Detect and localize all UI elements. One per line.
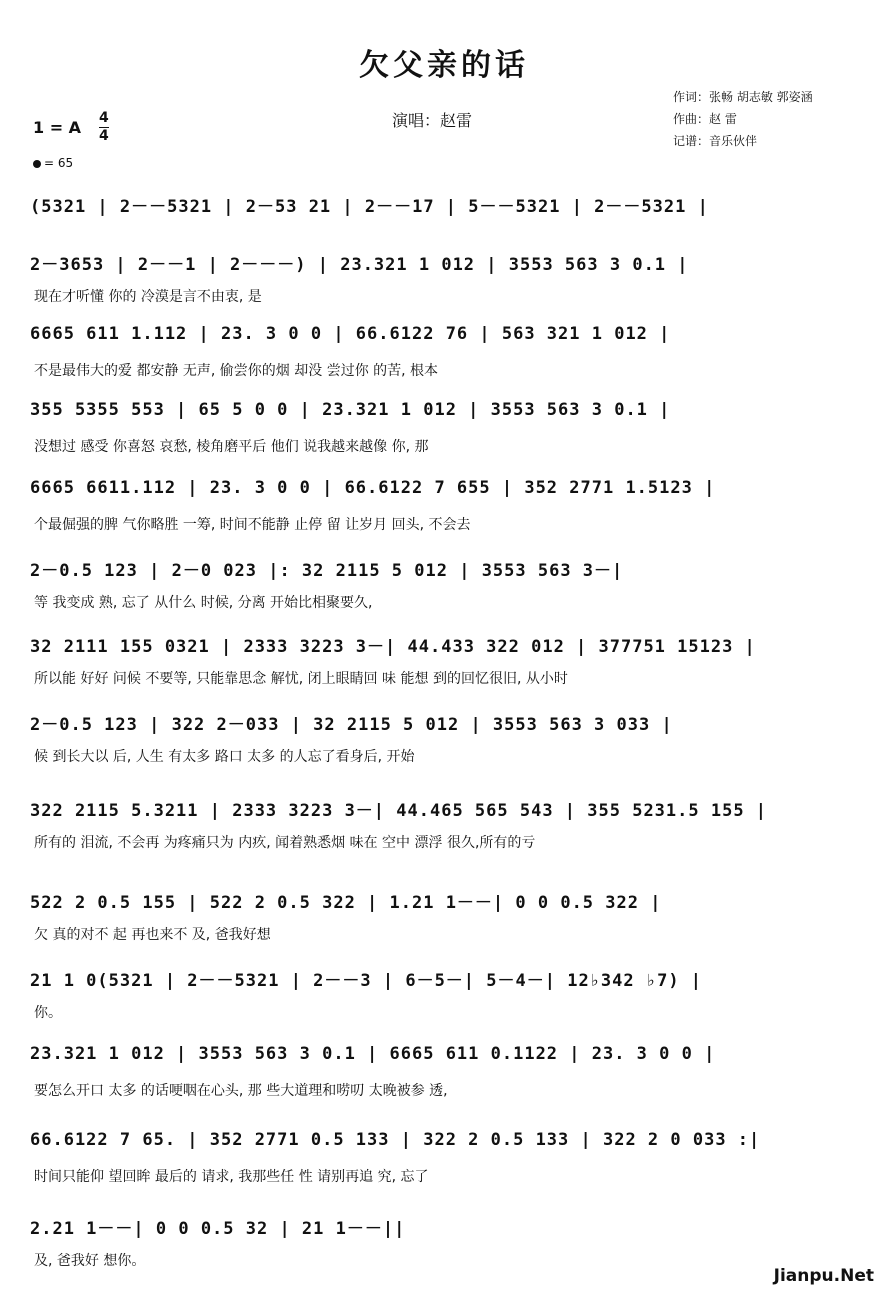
- score-system-7: [30, 632, 858, 688]
- score-system-13: [30, 1130, 858, 1186]
- score-system-14: [30, 1214, 858, 1270]
- score-notes: 6665 611 1.112 | 23. 3 0 0 | 66.6122 76 | 563 321 1 012 |: [30, 324, 671, 344]
- song-title: 欠父亲的话: [359, 48, 529, 83]
- score-lyrics: 要怎么开口 太多 的话哽咽在心头, 那 些大道理和唠叨 太晚被参 透,: [34, 1083, 448, 1099]
- score-notes: 2－0.5 123 | 2－0 023 |: 32 2115 5 012 | 3553 563 3－|: [30, 561, 624, 581]
- score-lyrics: 等 我变成 熟, 忘了 从什么 时候, 分离 开始比相聚要久,: [34, 595, 373, 611]
- score-system-3: [30, 324, 858, 380]
- score-system-6: [30, 556, 858, 612]
- score-notes: 21 1 0(5321 | 2－－5321 | 2－－3 | 6－5－| 5－4－| 12♭342 ♭7) |: [30, 971, 703, 991]
- score-notes: (5321 | 2－－5321 | 2－53 21 | 2－－17 | 5－－5321 | 2－－5321 |: [30, 197, 709, 217]
- score-notes: 6665 6611.112 | 23. 3 0 0 | 66.6122 7 655 | 352 2771 1.5123 |: [30, 478, 716, 498]
- score-lyrics: 你。: [34, 1005, 62, 1021]
- score-lyrics: 欠 真的对不 起 再也来不 及, 爸我好想: [34, 927, 271, 943]
- time-signature: [99, 110, 109, 145]
- score-system-8: [30, 710, 858, 766]
- tempo-value: = 65: [44, 156, 74, 170]
- score-system-12: [30, 1044, 858, 1100]
- score-system-4: [30, 400, 858, 456]
- quarter-note-icon: [33, 160, 41, 168]
- key-signature: 1 = A: [33, 118, 82, 137]
- score-lyrics: 候 到长大以 后, 人生 有太多 路口 太多 的人忘了看身后, 开始: [34, 749, 415, 765]
- score-notes: 32 2111 155 0321 | 2333 3223 3－| 44.433 322 012 | 377751 15123 |: [30, 637, 756, 657]
- score-system-9: [30, 796, 858, 852]
- score-lyrics: 没想过 感受 你喜怒 哀愁, 棱角磨平后 他们 说我越来越像 你, 那: [34, 439, 429, 455]
- time-signature-bottom: 4: [99, 128, 109, 144]
- score-system-11: [30, 966, 858, 1022]
- composer-credit: 作曲：赵 雷: [673, 112, 737, 126]
- score-lyrics: 及, 爸我好 想你。: [34, 1253, 146, 1269]
- score-notes: 2－0.5 123 | 322 2－033 | 32 2115 5 012 | 3553 563 3 033 |: [30, 715, 673, 735]
- score-notes: 522 2 0.5 155 | 522 2 0.5 322 | 1.21 1－－| 0 0 0.5 322 |: [30, 893, 662, 913]
- score-notes: 2－3653 | 2－－1 | 2－－－) | 23.321 1 012 | 3553 563 3 0.1 |: [30, 255, 689, 275]
- score-notes: 322 2115 5.3211 | 2333 3223 3－| 44.465 565 543 | 355 5231.5 155 |: [30, 801, 768, 821]
- score-system-10: [30, 888, 858, 944]
- score-lyrics: 个最倔强的脾 气你略胜 一筹, 时间不能静 止停 留 让岁月 回头, 不会去: [34, 517, 471, 533]
- score-notes: 2.21 1－－| 0 0 0.5 32 | 21 1－－||: [30, 1219, 406, 1239]
- score-notes: 355 5355 553 | 65 5 0 0 | 23.321 1 012 | 3553 563 3 0.1 |: [30, 400, 671, 420]
- score-lyrics: 不是最伟大的爱 都安静 无声, 偷尝你的烟 却没 尝过你 的苦, 根本: [34, 363, 439, 379]
- time-signature-top: 4: [99, 110, 109, 126]
- score-system-5: [30, 478, 858, 534]
- tempo-marking: [33, 156, 73, 170]
- score-lyrics: 所有的 泪流, 不会再 为疼痛只为 内疚, 闻着熟悉烟 味在 空中 漂浮 很久,所有的亏: [34, 835, 536, 851]
- score-notes: 23.321 1 012 | 3553 563 3 0.1 | 6665 611 0.1122 | 23. 3 0 0 |: [30, 1044, 716, 1064]
- lyricist-credit: 作词：张畅 胡志敏 郭姿涵: [673, 90, 813, 104]
- score-lyrics: [30, 228, 858, 248]
- score-notes: 66.6122 7 65. | 352 2771 0.5 133 | 322 2 0.5 133 | 322 2 0 033 :|: [30, 1130, 761, 1150]
- score-system-2: [30, 250, 858, 306]
- score-system-1: [30, 192, 858, 248]
- transcriber-credit: 记谱：音乐伙伴: [673, 134, 758, 148]
- score-lyrics: 时间只能仰 望回眸 最后的 请求, 我那些任 性 请别再追 究, 忘了: [34, 1169, 429, 1185]
- score-lyrics: 现在才听懂 你的 冷漠是言不由衷, 是: [34, 289, 262, 305]
- score-lyrics: 所以能 好好 问候 不要等, 只能靠思念 解忧, 闭上眼睛回 味 能想 到的回忆很旧, 从小时: [34, 671, 568, 687]
- site-watermark: Jianpu.Net: [773, 1266, 874, 1286]
- singer-credit: 演唱：赵雷: [392, 111, 473, 130]
